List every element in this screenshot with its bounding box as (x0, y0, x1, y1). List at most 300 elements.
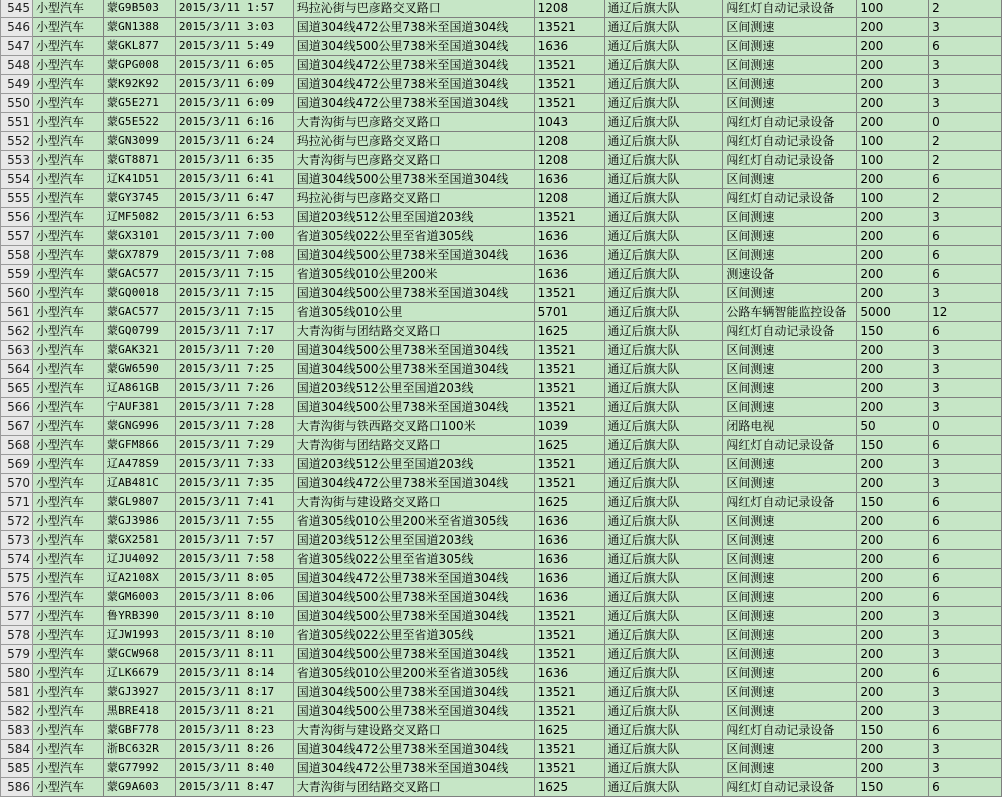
device-cell[interactable]: 区间测速 (723, 341, 857, 360)
department-cell[interactable]: 通辽后旗大队 (604, 721, 723, 740)
points-cell[interactable]: 3 (929, 284, 1002, 303)
plate-number-cell[interactable]: 蒙GM6003 (103, 588, 175, 607)
row-number[interactable]: 566 (1, 398, 33, 417)
vehicle-type-cell[interactable]: 小型汽车 (32, 189, 103, 208)
points-cell[interactable]: 3 (929, 455, 1002, 474)
violation-code-cell[interactable]: 1636 (534, 265, 604, 284)
points-cell[interactable]: 3 (929, 740, 1002, 759)
violation-code-cell[interactable]: 13521 (534, 759, 604, 778)
location-cell[interactable]: 国道304线500公里738米至国道304线 (293, 607, 534, 626)
points-cell[interactable]: 6 (929, 664, 1002, 683)
points-cell[interactable]: 6 (929, 227, 1002, 246)
points-cell[interactable]: 3 (929, 474, 1002, 493)
timestamp-cell[interactable]: 2015/3/11 6:16 (175, 113, 293, 132)
plate-number-cell[interactable]: 蒙GNG996 (103, 417, 175, 436)
fine-cell[interactable]: 200 (857, 664, 929, 683)
points-cell[interactable]: 6 (929, 512, 1002, 531)
department-cell[interactable]: 通辽后旗大队 (604, 246, 723, 265)
points-cell[interactable]: 6 (929, 322, 1002, 341)
points-cell[interactable]: 12 (929, 303, 1002, 322)
row-number[interactable]: 582 (1, 702, 33, 721)
points-cell[interactable]: 3 (929, 360, 1002, 379)
row-number[interactable]: 549 (1, 75, 33, 94)
plate-number-cell[interactable]: 蒙GL9807 (103, 493, 175, 512)
violation-code-cell[interactable]: 1636 (534, 37, 604, 56)
fine-cell[interactable]: 50 (857, 417, 929, 436)
device-cell[interactable]: 区间测速 (723, 398, 857, 417)
device-cell[interactable]: 闯红灯自动记录设备 (723, 189, 857, 208)
row-number[interactable]: 578 (1, 626, 33, 645)
points-cell[interactable]: 6 (929, 588, 1002, 607)
department-cell[interactable]: 通辽后旗大队 (604, 322, 723, 341)
row-number[interactable]: 568 (1, 436, 33, 455)
plate-number-cell[interactable]: 蒙GFM866 (103, 436, 175, 455)
vehicle-type-cell[interactable]: 小型汽车 (32, 455, 103, 474)
timestamp-cell[interactable]: 2015/3/11 6:05 (175, 56, 293, 75)
device-cell[interactable]: 区间测速 (723, 607, 857, 626)
device-cell[interactable]: 闯红灯自动记录设备 (723, 132, 857, 151)
department-cell[interactable]: 通辽后旗大队 (604, 75, 723, 94)
violation-code-cell[interactable]: 1625 (534, 436, 604, 455)
vehicle-type-cell[interactable]: 小型汽车 (32, 303, 103, 322)
device-cell[interactable]: 区间测速 (723, 569, 857, 588)
device-cell[interactable]: 闭路电视 (723, 417, 857, 436)
timestamp-cell[interactable]: 2015/3/11 8:17 (175, 683, 293, 702)
timestamp-cell[interactable]: 2015/3/11 7:57 (175, 531, 293, 550)
location-cell[interactable]: 大青沟街与团结路交叉路口 (293, 778, 534, 797)
points-cell[interactable]: 3 (929, 341, 1002, 360)
violation-code-cell[interactable]: 1636 (534, 512, 604, 531)
fine-cell[interactable]: 200 (857, 246, 929, 265)
department-cell[interactable]: 通辽后旗大队 (604, 664, 723, 683)
plate-number-cell[interactable]: 辽MF5082 (103, 208, 175, 227)
points-cell[interactable]: 3 (929, 645, 1002, 664)
vehicle-type-cell[interactable]: 小型汽车 (32, 132, 103, 151)
plate-number-cell[interactable]: 蒙G9A603 (103, 778, 175, 797)
timestamp-cell[interactable]: 2015/3/11 7:58 (175, 550, 293, 569)
department-cell[interactable]: 通辽后旗大队 (604, 512, 723, 531)
department-cell[interactable]: 通辽后旗大队 (604, 56, 723, 75)
location-cell[interactable]: 大青沟街与团结路交叉路口 (293, 436, 534, 455)
location-cell[interactable]: 国道304线500公里738米至国道304线 (293, 360, 534, 379)
vehicle-type-cell[interactable]: 小型汽车 (32, 56, 103, 75)
location-cell[interactable]: 省道305线010公里200米至省道305线 (293, 512, 534, 531)
department-cell[interactable]: 通辽后旗大队 (604, 626, 723, 645)
location-cell[interactable]: 国道304线472公里738米至国道304线 (293, 94, 534, 113)
row-number[interactable]: 573 (1, 531, 33, 550)
timestamp-cell[interactable]: 2015/3/11 7:35 (175, 474, 293, 493)
row-number[interactable]: 556 (1, 208, 33, 227)
violation-code-cell[interactable]: 1636 (534, 531, 604, 550)
device-cell[interactable]: 区间测速 (723, 455, 857, 474)
location-cell[interactable]: 大青沟街与巴彦路交叉路口 (293, 151, 534, 170)
vehicle-type-cell[interactable]: 小型汽车 (32, 721, 103, 740)
fine-cell[interactable]: 200 (857, 227, 929, 246)
timestamp-cell[interactable]: 2015/3/11 5:49 (175, 37, 293, 56)
device-cell[interactable]: 区间测速 (723, 379, 857, 398)
department-cell[interactable]: 通辽后旗大队 (604, 265, 723, 284)
timestamp-cell[interactable]: 2015/3/11 8:05 (175, 569, 293, 588)
timestamp-cell[interactable]: 2015/3/11 6:53 (175, 208, 293, 227)
row-number[interactable]: 545 (1, 0, 33, 18)
plate-number-cell[interactable]: 蒙GT8871 (103, 151, 175, 170)
timestamp-cell[interactable]: 2015/3/11 6:35 (175, 151, 293, 170)
row-number[interactable]: 580 (1, 664, 33, 683)
vehicle-type-cell[interactable]: 小型汽车 (32, 170, 103, 189)
fine-cell[interactable]: 200 (857, 18, 929, 37)
violation-code-cell[interactable]: 13521 (534, 18, 604, 37)
plate-number-cell[interactable]: 辽AB481C (103, 474, 175, 493)
vehicle-type-cell[interactable]: 小型汽车 (32, 284, 103, 303)
timestamp-cell[interactable]: 2015/3/11 3:03 (175, 18, 293, 37)
row-number[interactable]: 554 (1, 170, 33, 189)
fine-cell[interactable]: 200 (857, 474, 929, 493)
location-cell[interactable]: 省道305线022公里至省道305线 (293, 227, 534, 246)
points-cell[interactable]: 6 (929, 436, 1002, 455)
device-cell[interactable]: 区间测速 (723, 645, 857, 664)
device-cell[interactable]: 区间测速 (723, 531, 857, 550)
row-number[interactable]: 565 (1, 379, 33, 398)
points-cell[interactable]: 3 (929, 626, 1002, 645)
timestamp-cell[interactable]: 2015/3/11 6:24 (175, 132, 293, 151)
timestamp-cell[interactable]: 2015/3/11 7:25 (175, 360, 293, 379)
department-cell[interactable]: 通辽后旗大队 (604, 360, 723, 379)
violation-code-cell[interactable]: 1625 (534, 322, 604, 341)
location-cell[interactable]: 国道304线500公里738米至国道304线 (293, 702, 534, 721)
device-cell[interactable]: 区间测速 (723, 227, 857, 246)
row-number[interactable]: 557 (1, 227, 33, 246)
timestamp-cell[interactable]: 2015/3/11 7:08 (175, 246, 293, 265)
timestamp-cell[interactable]: 2015/3/11 8:11 (175, 645, 293, 664)
points-cell[interactable]: 6 (929, 550, 1002, 569)
department-cell[interactable]: 通辽后旗大队 (604, 0, 723, 18)
timestamp-cell[interactable]: 2015/3/11 8:06 (175, 588, 293, 607)
location-cell[interactable]: 玛拉沁街与巴彦路交叉路口 (293, 132, 534, 151)
department-cell[interactable]: 通辽后旗大队 (604, 189, 723, 208)
fine-cell[interactable]: 200 (857, 284, 929, 303)
fine-cell[interactable]: 200 (857, 626, 929, 645)
points-cell[interactable]: 6 (929, 170, 1002, 189)
department-cell[interactable]: 通辽后旗大队 (604, 208, 723, 227)
timestamp-cell[interactable]: 2015/3/11 6:41 (175, 170, 293, 189)
plate-number-cell[interactable]: 辽JU4092 (103, 550, 175, 569)
points-cell[interactable]: 3 (929, 208, 1002, 227)
department-cell[interactable]: 通辽后旗大队 (604, 759, 723, 778)
fine-cell[interactable]: 5000 (857, 303, 929, 322)
row-number[interactable]: 563 (1, 341, 33, 360)
location-cell[interactable]: 国道203线512公里至国道203线 (293, 455, 534, 474)
vehicle-type-cell[interactable]: 小型汽车 (32, 398, 103, 417)
row-number[interactable]: 574 (1, 550, 33, 569)
plate-number-cell[interactable]: 辽LK6679 (103, 664, 175, 683)
fine-cell[interactable]: 150 (857, 436, 929, 455)
timestamp-cell[interactable]: 2015/3/11 6:09 (175, 94, 293, 113)
timestamp-cell[interactable]: 2015/3/11 7:15 (175, 265, 293, 284)
row-number[interactable]: 581 (1, 683, 33, 702)
points-cell[interactable]: 3 (929, 379, 1002, 398)
location-cell[interactable]: 大青沟街与建设路交叉路口 (293, 721, 534, 740)
timestamp-cell[interactable]: 2015/3/11 8:10 (175, 626, 293, 645)
plate-number-cell[interactable]: 蒙GAK321 (103, 341, 175, 360)
plate-number-cell[interactable]: 蒙GQ0018 (103, 284, 175, 303)
fine-cell[interactable]: 200 (857, 341, 929, 360)
plate-number-cell[interactable]: 蒙GAC577 (103, 303, 175, 322)
device-cell[interactable]: 区间测速 (723, 664, 857, 683)
points-cell[interactable]: 6 (929, 721, 1002, 740)
location-cell[interactable]: 国道304线472公里738米至国道304线 (293, 474, 534, 493)
violation-code-cell[interactable]: 5701 (534, 303, 604, 322)
department-cell[interactable]: 通辽后旗大队 (604, 341, 723, 360)
violation-code-cell[interactable]: 1636 (534, 664, 604, 683)
location-cell[interactable]: 国道304线472公里738米至国道304线 (293, 56, 534, 75)
points-cell[interactable]: 3 (929, 398, 1002, 417)
plate-number-cell[interactable]: 蒙G5E522 (103, 113, 175, 132)
points-cell[interactable]: 3 (929, 607, 1002, 626)
violation-code-cell[interactable]: 13521 (534, 398, 604, 417)
location-cell[interactable]: 玛拉沁街与巴彦路交叉路口 (293, 189, 534, 208)
fine-cell[interactable]: 200 (857, 702, 929, 721)
device-cell[interactable]: 区间测速 (723, 170, 857, 189)
department-cell[interactable]: 通辽后旗大队 (604, 702, 723, 721)
department-cell[interactable]: 通辽后旗大队 (604, 493, 723, 512)
fine-cell[interactable]: 200 (857, 208, 929, 227)
timestamp-cell[interactable]: 2015/3/11 7:17 (175, 322, 293, 341)
device-cell[interactable]: 区间测速 (723, 18, 857, 37)
device-cell[interactable]: 区间测速 (723, 740, 857, 759)
device-cell[interactable]: 区间测速 (723, 208, 857, 227)
plate-number-cell[interactable]: 蒙GJ3986 (103, 512, 175, 531)
timestamp-cell[interactable]: 2015/3/11 6:47 (175, 189, 293, 208)
vehicle-type-cell[interactable]: 小型汽车 (32, 227, 103, 246)
vehicle-type-cell[interactable]: 小型汽车 (32, 322, 103, 341)
location-cell[interactable]: 国道304线472公里738米至国道304线 (293, 18, 534, 37)
timestamp-cell[interactable]: 2015/3/11 8:23 (175, 721, 293, 740)
plate-number-cell[interactable]: 蒙K92K92 (103, 75, 175, 94)
vehicle-type-cell[interactable]: 小型汽车 (32, 569, 103, 588)
department-cell[interactable]: 通辽后旗大队 (604, 550, 723, 569)
timestamp-cell[interactable]: 2015/3/11 7:00 (175, 227, 293, 246)
vehicle-type-cell[interactable]: 小型汽车 (32, 37, 103, 56)
points-cell[interactable]: 3 (929, 702, 1002, 721)
plate-number-cell[interactable]: 蒙GJ3927 (103, 683, 175, 702)
violation-code-cell[interactable]: 1208 (534, 151, 604, 170)
vehicle-type-cell[interactable]: 小型汽车 (32, 778, 103, 797)
location-cell[interactable]: 国道304线500公里738米至国道304线 (293, 170, 534, 189)
device-cell[interactable]: 闯红灯自动记录设备 (723, 151, 857, 170)
fine-cell[interactable]: 200 (857, 455, 929, 474)
location-cell[interactable]: 玛拉沁街与巴彦路交叉路口 (293, 0, 534, 18)
vehicle-type-cell[interactable]: 小型汽车 (32, 664, 103, 683)
row-number[interactable]: 547 (1, 37, 33, 56)
fine-cell[interactable]: 100 (857, 189, 929, 208)
row-number[interactable]: 576 (1, 588, 33, 607)
row-number[interactable]: 584 (1, 740, 33, 759)
plate-number-cell[interactable]: 辽K41D51 (103, 170, 175, 189)
row-number[interactable]: 560 (1, 284, 33, 303)
department-cell[interactable]: 通辽后旗大队 (604, 398, 723, 417)
department-cell[interactable]: 通辽后旗大队 (604, 94, 723, 113)
timestamp-cell[interactable]: 2015/3/11 7:26 (175, 379, 293, 398)
row-number[interactable]: 555 (1, 189, 33, 208)
fine-cell[interactable]: 200 (857, 75, 929, 94)
plate-number-cell[interactable]: 蒙G5E271 (103, 94, 175, 113)
vehicle-type-cell[interactable]: 小型汽车 (32, 474, 103, 493)
row-number[interactable]: 586 (1, 778, 33, 797)
violation-code-cell[interactable]: 13521 (534, 75, 604, 94)
row-number[interactable]: 575 (1, 569, 33, 588)
department-cell[interactable]: 通辽后旗大队 (604, 417, 723, 436)
device-cell[interactable]: 区间测速 (723, 702, 857, 721)
device-cell[interactable]: 区间测速 (723, 360, 857, 379)
department-cell[interactable]: 通辽后旗大队 (604, 132, 723, 151)
location-cell[interactable]: 大青沟街与巴彦路交叉路口 (293, 113, 534, 132)
row-number[interactable]: 562 (1, 322, 33, 341)
row-number[interactable]: 552 (1, 132, 33, 151)
location-cell[interactable]: 省道305线022公里至省道305线 (293, 550, 534, 569)
row-number[interactable]: 579 (1, 645, 33, 664)
location-cell[interactable]: 国道304线472公里738米至国道304线 (293, 759, 534, 778)
violation-code-cell[interactable]: 13521 (534, 56, 604, 75)
location-cell[interactable]: 国道304线472公里738米至国道304线 (293, 569, 534, 588)
department-cell[interactable]: 通辽后旗大队 (604, 436, 723, 455)
department-cell[interactable]: 通辽后旗大队 (604, 683, 723, 702)
vehicle-type-cell[interactable]: 小型汽车 (32, 113, 103, 132)
points-cell[interactable]: 0 (929, 417, 1002, 436)
vehicle-type-cell[interactable]: 小型汽车 (32, 417, 103, 436)
device-cell[interactable]: 区间测速 (723, 588, 857, 607)
timestamp-cell[interactable]: 2015/3/11 8:14 (175, 664, 293, 683)
location-cell[interactable]: 国道304线500公里738米至国道304线 (293, 246, 534, 265)
location-cell[interactable]: 大青沟街与建设路交叉路口 (293, 493, 534, 512)
plate-number-cell[interactable]: 蒙G77992 (103, 759, 175, 778)
fine-cell[interactable]: 200 (857, 170, 929, 189)
violation-code-cell[interactable]: 13521 (534, 455, 604, 474)
fine-cell[interactable]: 200 (857, 645, 929, 664)
device-cell[interactable]: 区间测速 (723, 759, 857, 778)
department-cell[interactable]: 通辽后旗大队 (604, 455, 723, 474)
device-cell[interactable]: 区间测速 (723, 284, 857, 303)
row-number[interactable]: 551 (1, 113, 33, 132)
location-cell[interactable]: 国道304线500公里738米至国道304线 (293, 284, 534, 303)
points-cell[interactable]: 6 (929, 569, 1002, 588)
plate-number-cell[interactable]: 辽JW1993 (103, 626, 175, 645)
violation-code-cell[interactable]: 13521 (534, 284, 604, 303)
plate-number-cell[interactable]: 蒙GPG008 (103, 56, 175, 75)
fine-cell[interactable]: 200 (857, 550, 929, 569)
violation-code-cell[interactable]: 13521 (534, 645, 604, 664)
department-cell[interactable]: 通辽后旗大队 (604, 778, 723, 797)
department-cell[interactable]: 通辽后旗大队 (604, 531, 723, 550)
timestamp-cell[interactable]: 2015/3/11 6:09 (175, 75, 293, 94)
fine-cell[interactable]: 150 (857, 493, 929, 512)
points-cell[interactable]: 3 (929, 75, 1002, 94)
timestamp-cell[interactable]: 2015/3/11 7:20 (175, 341, 293, 360)
device-cell[interactable]: 区间测速 (723, 550, 857, 569)
location-cell[interactable]: 省道305线010公里 (293, 303, 534, 322)
fine-cell[interactable]: 150 (857, 778, 929, 797)
violation-code-cell[interactable]: 1039 (534, 417, 604, 436)
plate-number-cell[interactable]: 蒙GBF778 (103, 721, 175, 740)
location-cell[interactable]: 国道203线512公里至国道203线 (293, 208, 534, 227)
fine-cell[interactable]: 100 (857, 132, 929, 151)
device-cell[interactable]: 闯红灯自动记录设备 (723, 493, 857, 512)
device-cell[interactable]: 测速设备 (723, 265, 857, 284)
fine-cell[interactable]: 200 (857, 740, 929, 759)
vehicle-type-cell[interactable]: 小型汽车 (32, 94, 103, 113)
violation-code-cell[interactable]: 1208 (534, 189, 604, 208)
device-cell[interactable]: 公路车辆智能监控设备 (723, 303, 857, 322)
device-cell[interactable]: 区间测速 (723, 246, 857, 265)
device-cell[interactable]: 区间测速 (723, 94, 857, 113)
points-cell[interactable]: 3 (929, 18, 1002, 37)
timestamp-cell[interactable]: 2015/3/11 7:41 (175, 493, 293, 512)
points-cell[interactable]: 6 (929, 246, 1002, 265)
row-number[interactable]: 583 (1, 721, 33, 740)
violation-code-cell[interactable]: 1636 (534, 569, 604, 588)
fine-cell[interactable]: 200 (857, 113, 929, 132)
timestamp-cell[interactable]: 2015/3/11 7:15 (175, 303, 293, 322)
violation-code-cell[interactable]: 1625 (534, 493, 604, 512)
device-cell[interactable]: 闯红灯自动记录设备 (723, 0, 857, 18)
row-number[interactable]: 558 (1, 246, 33, 265)
department-cell[interactable]: 通辽后旗大队 (604, 37, 723, 56)
row-number[interactable]: 561 (1, 303, 33, 322)
row-number[interactable]: 572 (1, 512, 33, 531)
fine-cell[interactable]: 200 (857, 512, 929, 531)
device-cell[interactable]: 区间测速 (723, 683, 857, 702)
department-cell[interactable]: 通辽后旗大队 (604, 170, 723, 189)
location-cell[interactable]: 国道304线500公里738米至国道304线 (293, 341, 534, 360)
location-cell[interactable]: 国道304线472公里738米至国道304线 (293, 75, 534, 94)
points-cell[interactable]: 2 (929, 0, 1002, 18)
location-cell[interactable]: 国道304线500公里738米至国道304线 (293, 398, 534, 417)
row-number[interactable]: 548 (1, 56, 33, 75)
row-number[interactable]: 564 (1, 360, 33, 379)
plate-number-cell[interactable]: 蒙GKL877 (103, 37, 175, 56)
device-cell[interactable]: 闯红灯自动记录设备 (723, 721, 857, 740)
location-cell[interactable]: 国道304线500公里738米至国道304线 (293, 588, 534, 607)
plate-number-cell[interactable]: 辽A2108X (103, 569, 175, 588)
plate-number-cell[interactable]: 蒙G9B503 (103, 0, 175, 18)
violation-code-cell[interactable]: 13521 (534, 208, 604, 227)
plate-number-cell[interactable]: 蒙GQ0799 (103, 322, 175, 341)
plate-number-cell[interactable]: 蒙GX2581 (103, 531, 175, 550)
points-cell[interactable]: 6 (929, 493, 1002, 512)
department-cell[interactable]: 通辽后旗大队 (604, 379, 723, 398)
plate-number-cell[interactable]: 辽A861GB (103, 379, 175, 398)
device-cell[interactable]: 闯红灯自动记录设备 (723, 778, 857, 797)
violation-code-cell[interactable]: 13521 (534, 683, 604, 702)
vehicle-type-cell[interactable]: 小型汽车 (32, 702, 103, 721)
violation-code-cell[interactable]: 13521 (534, 626, 604, 645)
violation-code-cell[interactable]: 1636 (534, 170, 604, 189)
timestamp-cell[interactable]: 2015/3/11 1:57 (175, 0, 293, 18)
fine-cell[interactable]: 150 (857, 322, 929, 341)
points-cell[interactable]: 6 (929, 37, 1002, 56)
department-cell[interactable]: 通辽后旗大队 (604, 588, 723, 607)
vehicle-type-cell[interactable]: 小型汽车 (32, 75, 103, 94)
location-cell[interactable]: 省道305线010公里200米至省道305线 (293, 664, 534, 683)
row-number[interactable]: 577 (1, 607, 33, 626)
vehicle-type-cell[interactable]: 小型汽车 (32, 436, 103, 455)
row-number[interactable]: 569 (1, 455, 33, 474)
department-cell[interactable]: 通辽后旗大队 (604, 151, 723, 170)
location-cell[interactable]: 大青沟街与团结路交叉路口 (293, 322, 534, 341)
fine-cell[interactable]: 100 (857, 0, 929, 18)
fine-cell[interactable]: 200 (857, 37, 929, 56)
device-cell[interactable]: 区间测速 (723, 474, 857, 493)
fine-cell[interactable]: 200 (857, 569, 929, 588)
